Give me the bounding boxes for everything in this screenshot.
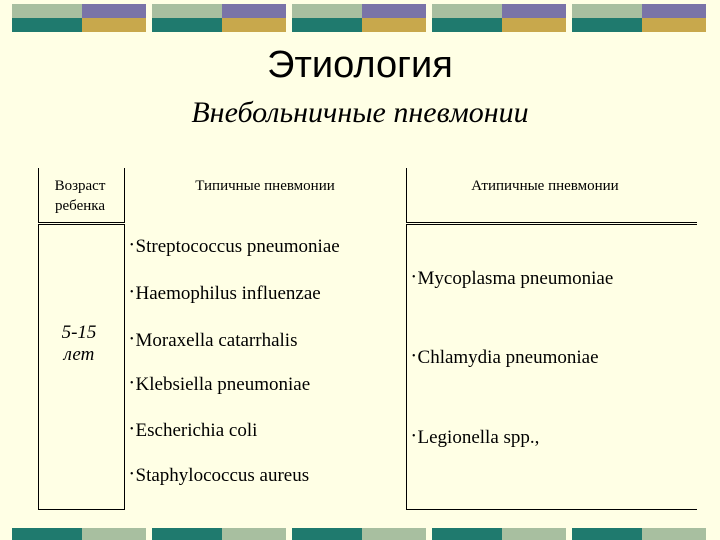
decor-block [642, 528, 706, 540]
atypical-item [412, 268, 613, 290]
typical-item [130, 236, 340, 258]
decor-block [572, 18, 642, 32]
atypical-item [412, 347, 599, 369]
slide-subtitle: Внебольничные пневмонии [191, 96, 529, 129]
decor-block [292, 18, 362, 32]
decor-block [362, 18, 426, 32]
typical-item [130, 330, 297, 352]
bullet-icon: • [412, 272, 416, 283]
decor-block [82, 528, 146, 540]
bullet-icon: • [412, 351, 416, 362]
typical-item-text: Moraxella catarrhalis [135, 330, 298, 351]
atypical-item-text: Chlamydia pneumoniae [417, 347, 599, 368]
typical-item [130, 465, 309, 487]
decor-block [502, 4, 566, 18]
decor-block [12, 4, 82, 18]
decor-block [642, 18, 706, 32]
top-decor-band [0, 4, 720, 34]
age-header-box [38, 168, 125, 223]
typical-item-text: Klebsiella pneumoniae [135, 374, 311, 395]
decor-block [642, 4, 706, 18]
decor-block [152, 18, 222, 32]
atypical-header: Атипичные пневмонии [471, 178, 619, 194]
typical-header: Типичные пневмонии [195, 178, 335, 194]
decor-block [152, 4, 222, 18]
bullet-icon: • [130, 469, 134, 480]
bullet-icon: • [130, 378, 134, 389]
decor-block [222, 528, 286, 540]
age-value [44, 322, 114, 366]
age-value-line2: лет [63, 344, 95, 365]
decor-block [12, 18, 82, 32]
decor-block [82, 4, 146, 18]
decor-block [222, 18, 286, 32]
decor-block [502, 528, 566, 540]
age-header-line1: Возраст [54, 178, 106, 194]
typical-item-text: Haemophilus influenzae [135, 283, 321, 304]
decor-block [572, 528, 642, 540]
typical-item [130, 283, 321, 305]
bullet-icon: • [130, 240, 134, 251]
age-cell-box [38, 224, 125, 510]
decor-block [572, 4, 642, 18]
age-header-line2: ребенка [55, 198, 105, 214]
decor-block [432, 528, 502, 540]
typical-item [130, 374, 310, 396]
decor-block [432, 4, 502, 18]
bullet-icon: • [130, 287, 134, 298]
decor-block [432, 18, 502, 32]
decor-block [362, 528, 426, 540]
typical-item-text: Escherichia coli [135, 420, 258, 441]
decor-block [82, 18, 146, 32]
bullet-icon: • [130, 334, 134, 345]
decor-block [292, 528, 362, 540]
typical-item-text: Staphylococcus aureus [135, 465, 310, 486]
atypical-item-text: Legionella spp., [417, 427, 540, 448]
decor-block [502, 18, 566, 32]
atypical-item-text: Mycoplasma pneumoniae [417, 268, 614, 289]
slide-title: Этиология [267, 44, 453, 86]
decor-block [12, 528, 82, 540]
decor-block [362, 4, 426, 18]
typical-item [130, 420, 257, 442]
age-value-line1: 5-15 [61, 322, 97, 343]
bullet-icon: • [412, 431, 416, 442]
bottom-decor-band [0, 528, 720, 540]
decor-block [222, 4, 286, 18]
bullet-icon: • [130, 424, 134, 435]
decor-block [152, 528, 222, 540]
decor-block [292, 4, 362, 18]
atypical-item [412, 427, 539, 449]
atypical-header-box [406, 168, 697, 223]
typical-item-text: Streptococcus pneumoniae [135, 236, 340, 257]
